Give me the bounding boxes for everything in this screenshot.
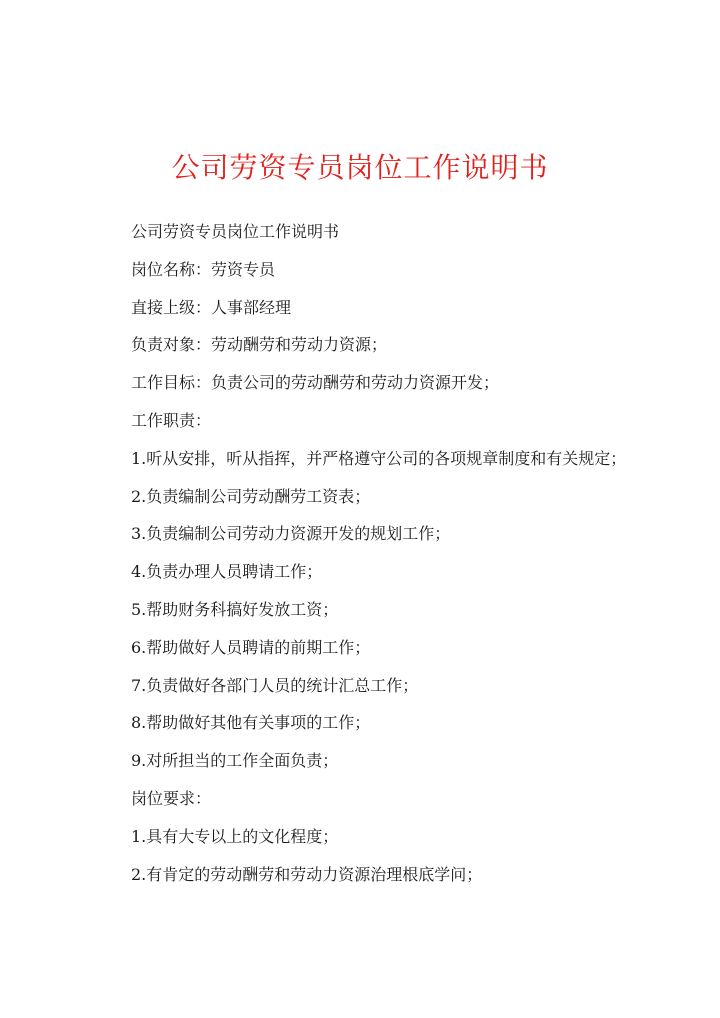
requirement-item: 2.有肯定的劳动酬劳和劳动力资源治理根底学问； [131, 864, 483, 884]
duty-item: 9.对所担当的工作全面负责； [131, 751, 339, 771]
duty-item: 3.负责编制公司劳动力资源开发的规划工作； [131, 524, 451, 544]
section-heading-requirements: 岗位要求： [131, 788, 212, 808]
duty-item: 6.帮助做好人员聘请的前期工作； [131, 637, 371, 657]
body-line-position-name: 岗位名称：劳资专员 [131, 259, 276, 279]
body-line-supervisor: 直接上级：人事部经理 [131, 297, 292, 317]
body-line-work-goal: 工作目标：负责公司的劳动酬劳和劳动力资源开发； [131, 373, 500, 393]
requirement-item: 1.具有大专以上的文化程度； [131, 826, 339, 846]
body-line-heading: 公司劳资专员岗位工作说明书 [131, 222, 340, 241]
duty-item: 5.帮助财务科搞好发放工资； [131, 599, 339, 619]
duty-item: 1.听从安排，听从指挥，并严格遵守公司的各项规章制度和有关规定； [131, 448, 627, 468]
document-body [131, 219, 691, 899]
section-heading-duties: 工作职责： [131, 410, 212, 430]
body-line-responsibility-object: 负责对象：劳动酬劳和劳动力资源； [131, 335, 388, 355]
duty-item: 2.负责编制公司劳动酬劳工资表； [131, 486, 371, 506]
document-title: 公司劳资专员岗位工作说明书 [171, 151, 549, 184]
duty-item: 4.负责办理人员聘请工作； [131, 562, 323, 582]
duty-item: 7.负责做好各部门人员的统计汇总工作； [131, 675, 419, 695]
duty-item: 8.帮助做好其他有关事项的工作； [131, 713, 371, 733]
